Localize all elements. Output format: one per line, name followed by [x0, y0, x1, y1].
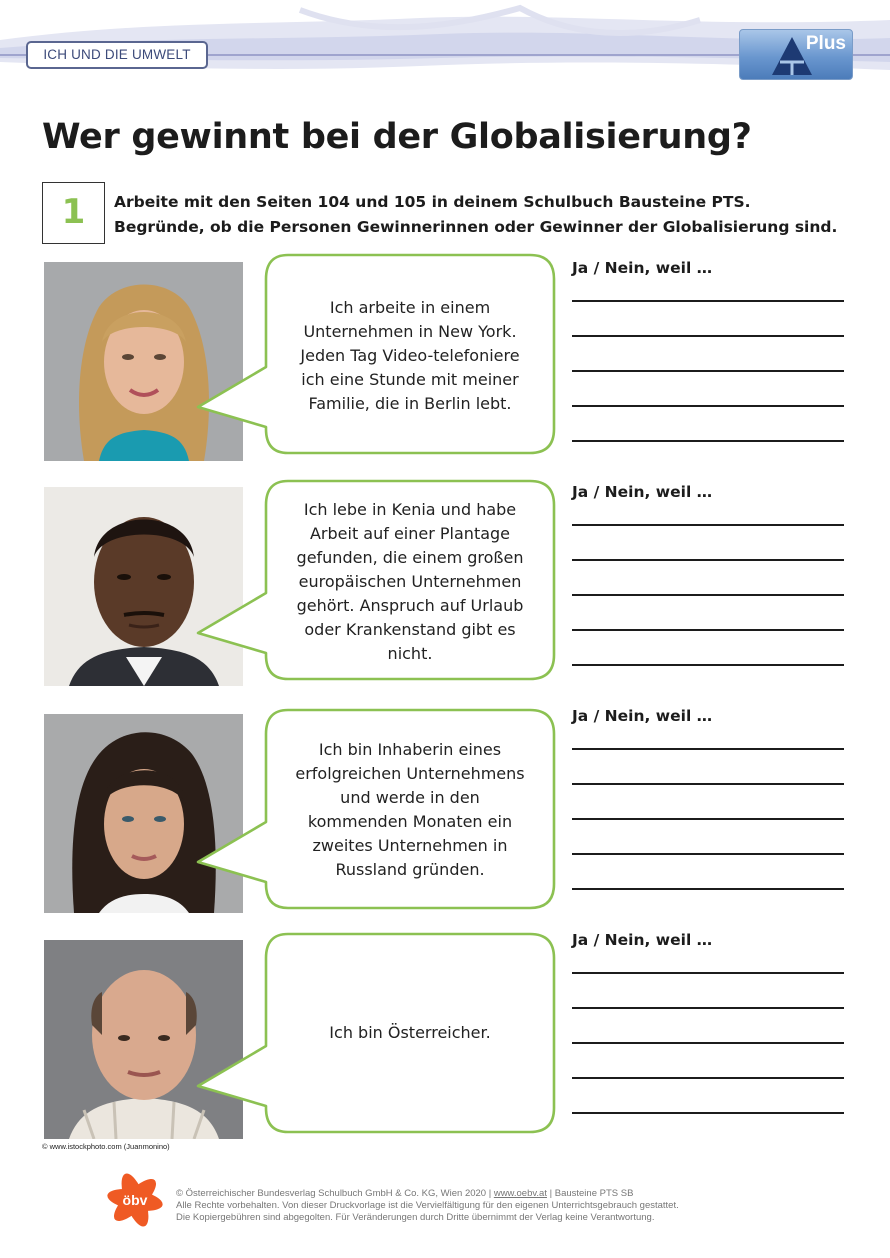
quote-line: ich eine Stunde mit meiner: [301, 370, 519, 389]
answer-line[interactable]: [572, 748, 844, 750]
quote-line: Familie, die in Berlin lebt.: [308, 394, 512, 413]
task-instructions: [114, 190, 838, 240]
task-line: Arbeite mit den Seiten 104 und 105 in deinem Schulbuch Bausteine PTS.: [114, 193, 751, 211]
answer-line[interactable]: [572, 524, 844, 526]
quote-line: Ich bin Inhaberin eines: [318, 740, 502, 759]
section-badge: ICH UND DIE UMWELT: [26, 41, 208, 69]
answer-line[interactable]: [572, 440, 844, 442]
quote-line: nicht.: [387, 644, 433, 663]
quote-line: gefunden, die einem großen: [296, 548, 524, 567]
answer-line[interactable]: [572, 972, 844, 974]
answer-block-1: [572, 256, 844, 442]
quote-line: gehört. Anspruch auf Urlaub: [296, 596, 524, 615]
answer-line[interactable]: [572, 300, 844, 302]
plus-label: Plus: [805, 33, 846, 54]
answer-line[interactable]: [572, 594, 844, 596]
answer-line[interactable]: [572, 370, 844, 372]
answer-line[interactable]: [572, 783, 844, 785]
answer-line[interactable]: [572, 888, 844, 890]
answer-line[interactable]: [572, 853, 844, 855]
footer-copyright: [176, 1188, 679, 1224]
quote-line: Ich bin Österreicher.: [329, 1023, 491, 1042]
quote-text-3: [272, 738, 548, 882]
answer-line[interactable]: [572, 1007, 844, 1009]
quote-line: und werde in den: [340, 788, 480, 807]
footer-line-1: [176, 1188, 679, 1200]
quote-line: zweites Unternehmen in: [312, 836, 508, 855]
answer-block-4: [572, 928, 844, 1114]
quote-line: Russland gründen.: [335, 860, 485, 879]
page-title: Wer gewinnt bei der Globalisierung?: [42, 117, 752, 157]
footer-line-3: Die Kopiergebühren sind abgegolten. Für Veränderungen durch Dritte übernimmt der Verlag keine Verantwortung.: [176, 1212, 655, 1223]
quote-line: Ich lebe in Kenia und habe: [303, 500, 517, 519]
answer-label: Ja / Nein, weil …: [572, 931, 713, 949]
quote-text-4: [272, 1021, 548, 1045]
quote-text-1: [272, 296, 548, 416]
footer-line-1-prefix: © Österreichischer Bundesverlag Schulbuch GmbH & Co. KG, Wien 2020 |: [176, 1188, 494, 1199]
task-line: Begründe, ob die Personen Gewinnerinnen oder Gewinner der Globalisierung sind.: [114, 218, 838, 236]
photo-credit: © www.istockphoto.com (Juanmonino): [42, 1142, 170, 1151]
obv-logo-text: öbv: [122, 1192, 148, 1208]
quote-line: oder Krankenstand gibt es: [304, 620, 516, 639]
quote-line: Unternehmen in New York.: [303, 322, 517, 341]
footer-line-2: Alle Rechte vorbehalten. Von dieser Druckvorlage ist die Vervielfältigung für den eigenen Unterrichtsgebrauch gestattet.: [176, 1200, 679, 1211]
answer-line[interactable]: [572, 1077, 844, 1079]
answer-block-2: [572, 480, 844, 666]
quote-line: Jeden Tag Video-telefoniere: [300, 346, 520, 365]
quote-line: europäischen Unternehmen: [298, 572, 522, 591]
answer-line[interactable]: [572, 335, 844, 337]
answer-label: Ja / Nein, weil …: [572, 707, 713, 725]
answer-line[interactable]: [572, 1042, 844, 1044]
quote-line: kommenden Monaten ein: [307, 812, 513, 831]
quote-text-2: [272, 498, 548, 666]
obv-logo-icon: [104, 1170, 166, 1230]
plus-logo: [739, 29, 853, 80]
publisher-link[interactable]: www.oebv.at: [493, 1188, 547, 1199]
quote-line: Arbeit auf einer Plantage: [309, 524, 511, 543]
answer-label: Ja / Nein, weil …: [572, 483, 713, 501]
answer-label: Ja / Nein, weil …: [572, 259, 713, 277]
answer-block-3: [572, 704, 844, 890]
quote-line: Ich arbeite in einem: [329, 298, 491, 317]
answer-line[interactable]: [572, 1112, 844, 1114]
answer-line[interactable]: [572, 629, 844, 631]
answer-line[interactable]: [572, 818, 844, 820]
answer-line[interactable]: [572, 405, 844, 407]
task-number-box: 1: [42, 182, 105, 244]
answer-line[interactable]: [572, 559, 844, 561]
quote-line: erfolgreichen Unternehmens: [295, 764, 525, 783]
footer-line-1-suffix: | Bausteine PTS SB: [546, 1188, 634, 1199]
answer-line[interactable]: [572, 664, 844, 666]
